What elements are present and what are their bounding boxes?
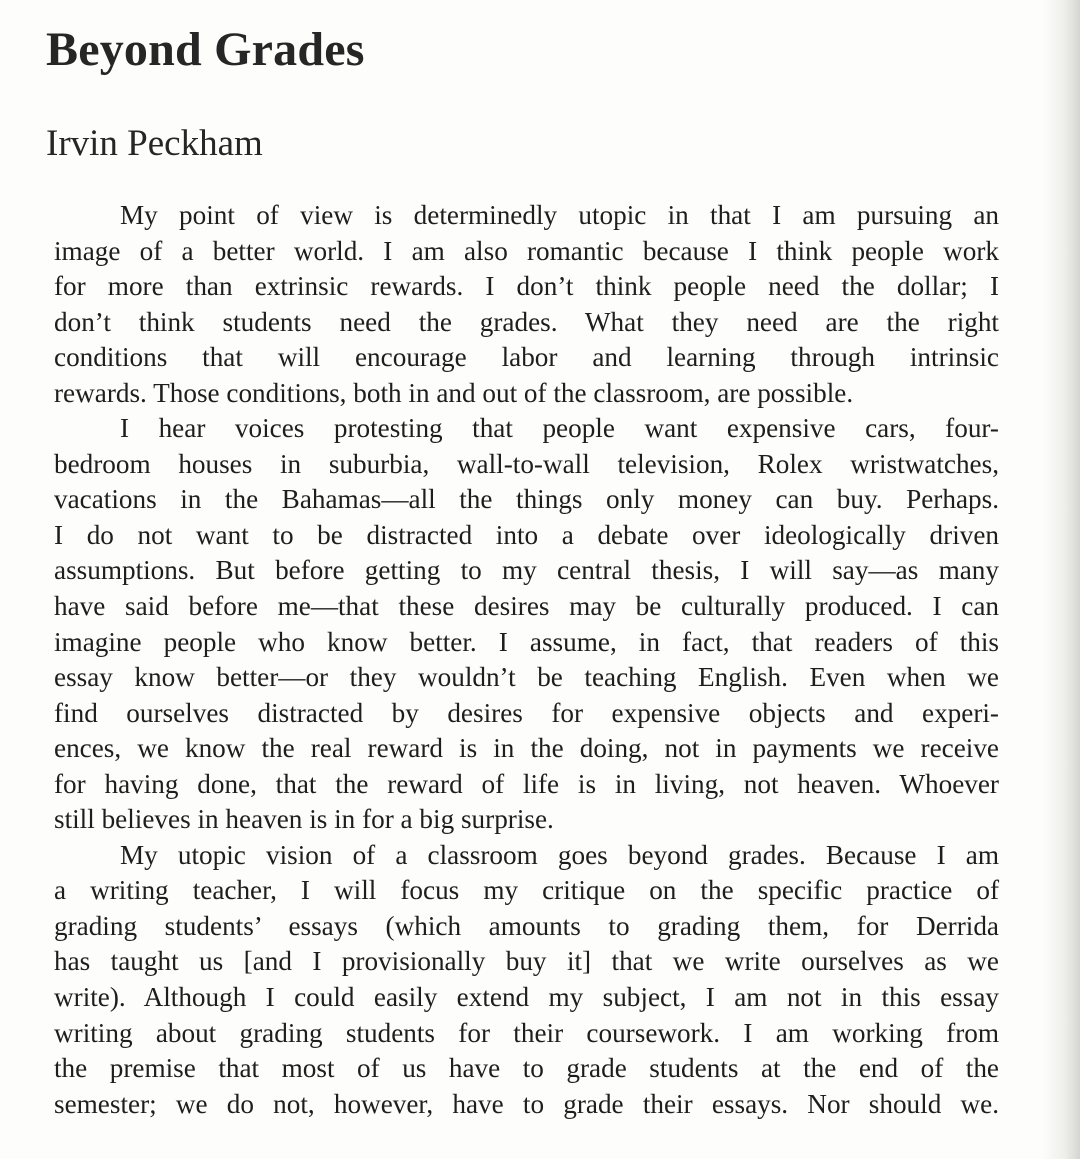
- text-line: writing about grading students for their coursework. I am working from: [54, 1017, 999, 1048]
- text-line: has taught us [and I provisionally buy it] that we write ourselves as we: [54, 946, 999, 977]
- text-line: assumptions. But before getting to my central thesis, I will say—as many: [54, 555, 999, 586]
- text-line: I hear voices protesting that people want expensive cars, four-: [120, 413, 999, 444]
- text-line: find ourselves distracted by desires for expensive objects and experi-: [54, 697, 999, 728]
- page-edge-shadow: [1042, 0, 1080, 1159]
- text-line: write). Although I could easily extend my subject, I am not in this essay: [54, 982, 999, 1013]
- text-line: grading students’ essays (which amounts to grading them, for Derrida: [54, 910, 999, 941]
- text-line: I do not want to be distracted into a debate over ideologically driven: [54, 519, 999, 550]
- text-line: bedroom houses in suburbia, wall-to-wall television, Rolex wristwatches,: [54, 448, 999, 479]
- text-line: have said before me—that these desires may be culturally produced. I can: [54, 591, 999, 622]
- essay-body: [54, 198, 999, 1122]
- text-line: semester; we do not, however, have to grade their essays. Nor should we.: [54, 1088, 999, 1119]
- text-line: a writing teacher, I will focus my critique on the specific practice of: [54, 875, 999, 906]
- essay-title: Beyond Grades: [46, 23, 365, 76]
- text-line: conditions that will encourage labor and learning through intrinsic: [54, 342, 999, 373]
- text-line: vacations in the Bahamas—all the things only money can buy. Perhaps.: [54, 484, 999, 515]
- text-line: image of a better world. I am also romantic because I think people work: [54, 235, 999, 266]
- author-name: Irvin Peckham: [46, 123, 263, 164]
- text-line: for more than extrinsic rewards. I don’t think people need the dollar; I: [54, 271, 999, 302]
- text-line: don’t think students need the grades. What they need are the right: [54, 306, 999, 337]
- text-line: rewards. Those conditions, both in and out of the classroom, are possible.: [54, 377, 854, 408]
- text-line: My point of view is determinedly utopic in that I am pursuing an: [120, 200, 999, 230]
- text-line: My utopic vision of a classroom goes beyond grades. Because I am: [120, 839, 999, 870]
- text-line: essay know better—or they wouldn’t be teaching English. Even when we: [54, 662, 999, 693]
- text-line: imagine people who know better. I assume, in fact, that readers of this: [54, 626, 999, 657]
- text-line: ences, we know the real reward is in the doing, not in payments we receive: [54, 733, 999, 764]
- text-line: the premise that most of us have to grade students at the end of the: [54, 1053, 999, 1084]
- text-line: still believes in heaven is in for a big surprise.: [54, 804, 554, 835]
- text-line: for having done, that the reward of life is in living, not heaven. Whoever: [54, 768, 999, 799]
